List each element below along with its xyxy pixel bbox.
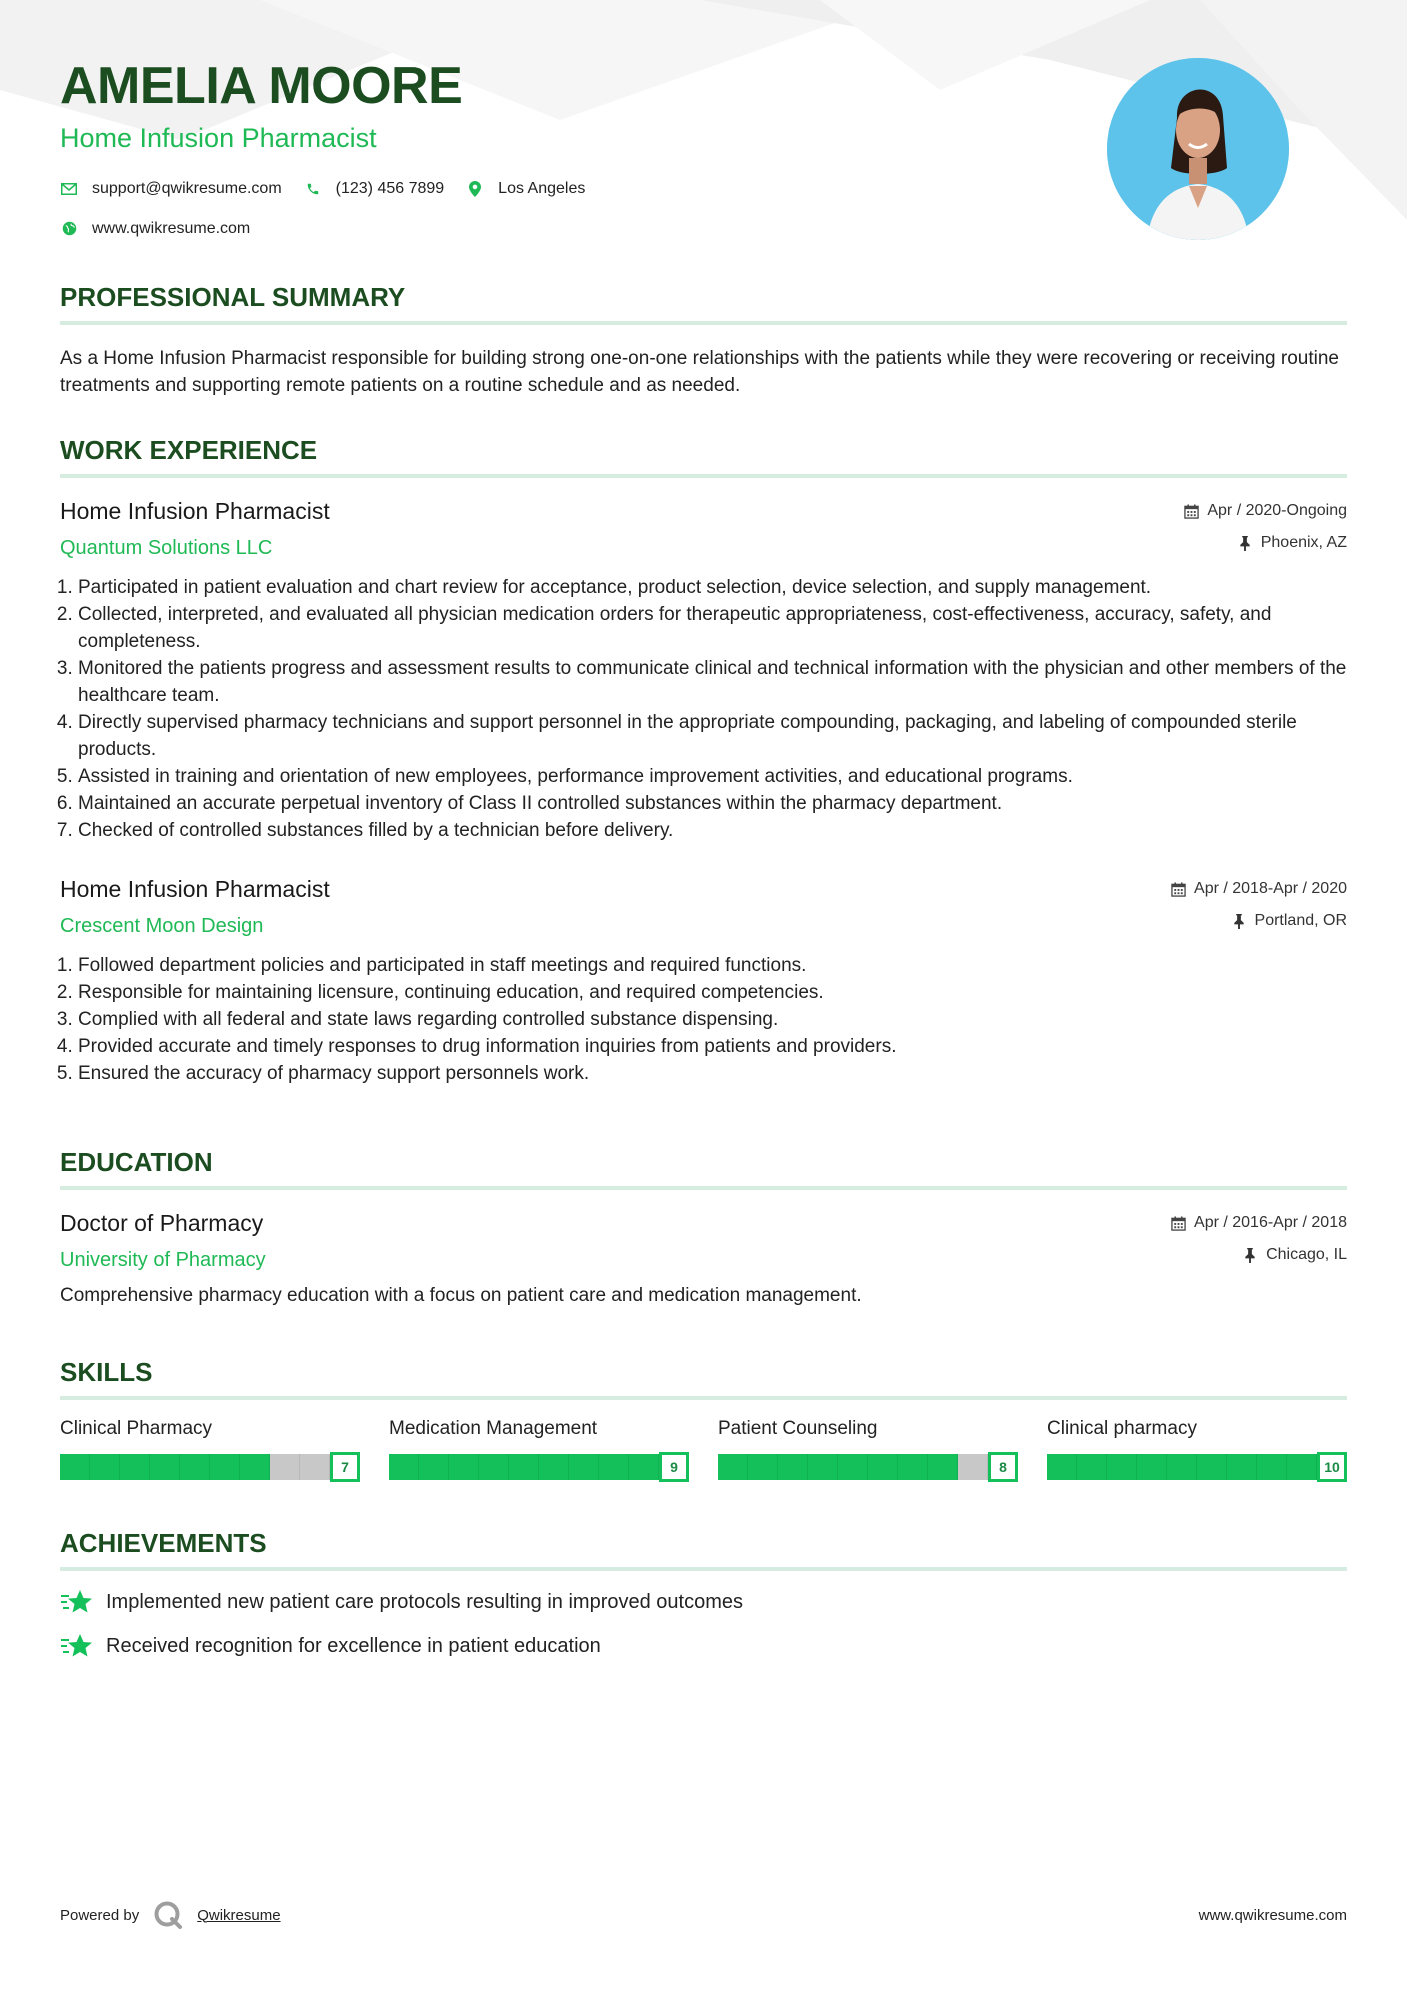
skill-segment	[60, 1454, 330, 1480]
duty-item: 5. Assisted in training and orientation of new employees, performance improvement activities, and educational programs.	[78, 763, 1347, 790]
education-section	[60, 1147, 1347, 1309]
location-text: Chicago, IL	[1266, 1246, 1347, 1263]
skill-item	[718, 1418, 1018, 1482]
skill-bar	[60, 1452, 360, 1482]
skill-level-badge: 10	[1317, 1452, 1347, 1482]
education-list	[60, 1210, 1347, 1309]
achievement-text: Received recognition for excellence in patient education	[106, 1634, 601, 1657]
brand-link[interactable]: Qwikresume	[197, 1906, 281, 1924]
star-icon	[60, 1631, 94, 1661]
achievements-section	[60, 1528, 1347, 1661]
pushpin-icon	[1242, 1247, 1258, 1263]
footer	[60, 1900, 1347, 1930]
skill-name: Clinical pharmacy	[1047, 1418, 1197, 1439]
duty-item: 1. Followed department policies and participated in staff meetings and required functions.	[78, 952, 1347, 979]
duty-item: 2. Collected, interpreted, and evaluated all physician medication orders for therapeutic appropriateness, cost-effectiveness, accuracy, safety, and completeness.	[78, 601, 1347, 655]
envelope-icon	[60, 180, 78, 198]
location-text: Phoenix, AZ	[1260, 534, 1347, 551]
duty-item: 6. Maintained an accurate perpetual inventory of Class II controlled substances within the pharmacy department.	[78, 790, 1347, 817]
dates-text: Apr / 2020-Ongoing	[1207, 502, 1347, 519]
entry-left	[60, 1210, 266, 1272]
achievement-item	[60, 1587, 1347, 1617]
location-text: Portland, OR	[1254, 912, 1347, 929]
footer-branding	[60, 1900, 281, 1930]
section-title: ACHIEVEMENTS	[60, 1528, 1347, 1571]
skill-bar	[1047, 1452, 1347, 1482]
duty-item: 2. Responsible for maintaining licensure, continuing education, and required competencies.	[78, 979, 1347, 1006]
section-title: SKILLS	[60, 1357, 1347, 1400]
dates-text: Apr / 2016-Apr / 2018	[1194, 1214, 1347, 1231]
contact-email[interactable]	[60, 180, 282, 198]
education-description: Comprehensive pharmacy education with a focus on patient care and medication management.	[60, 1285, 862, 1306]
skills-section	[60, 1357, 1347, 1482]
section-title: WORK EXPERIENCE	[60, 435, 1347, 478]
map-pin-icon	[466, 180, 484, 198]
achievement-item	[60, 1631, 1347, 1661]
pushpin-icon	[1237, 535, 1253, 551]
section-title: EDUCATION	[60, 1147, 1347, 1190]
duty-item: 4. Provided accurate and timely responses to drug information inquiries from patients and providers.	[78, 1033, 1347, 1060]
entry-meta	[1170, 876, 1347, 930]
skill-name: Medication Management	[389, 1418, 598, 1439]
job-title: Home Infusion Pharmacist	[60, 876, 330, 902]
skill-level-badge: 7	[330, 1452, 360, 1482]
degree-title: Doctor of Pharmacy	[60, 1210, 264, 1236]
education-entry	[60, 1210, 1347, 1309]
dates-text: Apr / 2018-Apr / 2020	[1194, 880, 1347, 897]
skill-name: Patient Counseling	[718, 1418, 878, 1439]
job-entry	[60, 498, 1347, 844]
profile-photo	[1107, 58, 1289, 240]
skill-bar	[389, 1452, 689, 1482]
footer-website-link[interactable]: www.qwikresume.com	[1198, 1906, 1347, 1924]
email-text: support@qwikresume.com	[92, 179, 282, 197]
phone-text: (123) 456 7899	[335, 179, 445, 197]
duty-item: 3. Complied with all federal and state laws regarding controlled substance dispensing.	[78, 1006, 1347, 1033]
entry-dates	[1183, 502, 1347, 520]
phone-icon	[304, 180, 322, 198]
skill-name: Clinical Pharmacy	[60, 1418, 213, 1439]
duty-list	[60, 574, 1347, 844]
calendar-icon	[1170, 881, 1186, 897]
experience-list	[60, 498, 1347, 1087]
entry-meta	[1183, 498, 1347, 552]
skill-segment	[1047, 1454, 1317, 1480]
achievement-text: Implemented new patient care protocols resulting in improved outcomes	[106, 1590, 743, 1613]
skill-item	[389, 1418, 689, 1482]
summary-section	[60, 282, 1347, 399]
website-text: www.qwikresume.com	[92, 219, 251, 237]
duty-item: 3. Monitored the patients progress and assessment results to communicate clinical and technical information with the physician and other members of the healthcare team.	[78, 655, 1347, 709]
achievements-list	[60, 1587, 1347, 1661]
entry-header	[60, 498, 1347, 560]
skill-level-badge: 8	[988, 1452, 1018, 1482]
company-name: Crescent Moon Design	[60, 915, 264, 937]
duty-item: 5. Ensured the accuracy of pharmacy support personnels work.	[78, 1060, 1347, 1087]
contact-location	[466, 180, 585, 198]
entry-header	[60, 876, 1347, 938]
duty-list	[60, 952, 1347, 1087]
globe-icon	[60, 220, 78, 238]
job-entry	[60, 876, 1347, 1087]
skill-item	[60, 1418, 360, 1482]
entry-meta	[1170, 1210, 1347, 1264]
contact-website[interactable]	[60, 220, 250, 238]
candidate-name: AMELIA MOORE	[60, 57, 463, 115]
entry-header	[60, 1210, 1347, 1272]
duty-item: 7. Checked of controlled substances filled by a technician before delivery.	[78, 817, 1347, 844]
candidate-title: Home Infusion Pharmacist	[60, 123, 377, 153]
skill-segment	[718, 1454, 988, 1480]
summary-text: As a Home Infusion Pharmacist responsible for building strong one-on-one relationships with the patients while they were recovering or receiving routine treatments and supporting remote patients on a routine schedule and as needed.	[60, 348, 1339, 396]
entry-left	[60, 876, 330, 938]
school-name: University of Pharmacy	[60, 1249, 266, 1271]
entry-dates	[1170, 880, 1347, 898]
skill-bar	[718, 1452, 1018, 1482]
calendar-icon	[1170, 1215, 1186, 1231]
skill-segment	[389, 1454, 659, 1480]
entry-location	[1170, 1246, 1347, 1264]
skill-level-badge: 9	[659, 1452, 689, 1482]
section-title: PROFESSIONAL SUMMARY	[60, 282, 1347, 325]
duty-item: 1. Participated in patient evaluation and chart review for acceptance, product selection, device selection, and supply management.	[78, 574, 1347, 601]
powered-by-text: Powered by	[60, 1906, 140, 1924]
skill-item	[1047, 1418, 1347, 1482]
pushpin-icon	[1231, 913, 1247, 929]
resume-header	[60, 0, 1347, 250]
calendar-icon	[1183, 503, 1199, 519]
qwikresume-logo-icon	[153, 1900, 183, 1930]
job-title: Home Infusion Pharmacist	[60, 498, 330, 524]
entry-location	[1183, 534, 1347, 552]
entry-left	[60, 498, 330, 560]
duty-item: 4. Directly supervised pharmacy technicians and support personnel in the appropriate compounding, packaging, and labeling of compounded sterile products.	[78, 709, 1347, 763]
location-text: Los Angeles	[498, 179, 586, 197]
star-icon	[60, 1587, 94, 1617]
experience-section	[60, 435, 1347, 1087]
contact-phone[interactable]	[304, 180, 445, 198]
skills-list	[60, 1418, 1347, 1482]
company-name: Quantum Solutions LLC	[60, 537, 273, 559]
entry-location	[1170, 912, 1347, 930]
entry-dates	[1170, 1214, 1347, 1232]
